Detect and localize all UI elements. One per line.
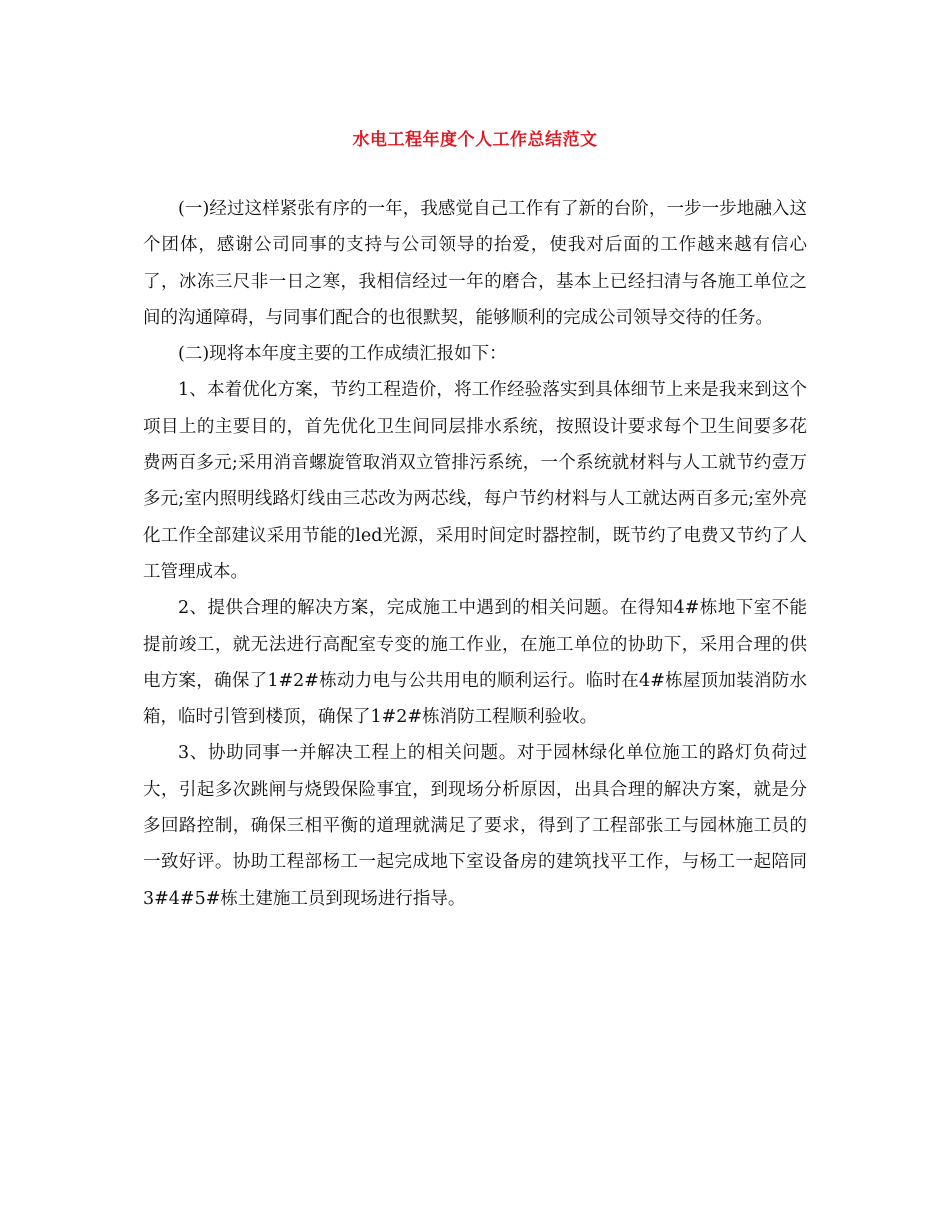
paragraph-summary-heading: (二)现将本年度主要的工作成绩汇报如下： [178, 344, 507, 365]
paragraph-item-2: 2、提供合理的解决方案，完成施工中遇到的相关问题。在得知4#栋地下室不能提前竣工，就无法进行高配室专变的施工作业，在施工单位的协助下，采用合理的供电方案，确保了1#2#栋动力电与公共用电的顺利运行。临时在4#栋屋顶加装消防水箱，临时引管到楼顶，确保了1#2#栋消防工程顺利验收。 [143, 598, 807, 728]
document-title: 水电工程年度个人工作总结范文 [352, 130, 598, 150]
paragraph-item-1: 1、本着优化方案，节约工程造价，将工作经验落实到具体细节上来是我来到这个项目上的主要目的，首先优化卫生间同层排水系统，按照设计要求每个卫生间要多花费两百多元;采用消音螺旋管取消双立管排污系统，一个系统就材料与人工就节约壹万多元;室内照明线路灯线由三芯改为两芯线，每户节约材料与人工就达两百多元;室外亮化工作全部建议采用节能的led光源，采用时间定时器控制，既节约了电费又节约了人工管理成本。 [143, 380, 807, 582]
paragraph-item-3: 3、协助同事一并解决工程上的相关问题。对于园林绿化单位施工的路灯负荷过大，引起多次跳闸与烧毁保险事宜，到现场分析原因，出具合理的解决方案，就是分多回路控制，确保三相平衡的道理就满足了要求，得到了工程部张工与园林施工员的一致好评。协助工程部杨工一起完成地下室设备房的建筑找平工作，与杨工一起陪同3#4#5#栋土建施工员到现场进行指导。 [143, 743, 807, 909]
document-body [143, 191, 807, 917]
paragraph-intro: (一)经过这样紧张有序的一年，我感觉自己工作有了新的台阶，一步一步地融入这个团体，感谢公司同事的支持与公司领导的抬爱，使我对后面的工作越来越有信心了，冰冻三尺非一日之寒，我相信经过一年的磨合，基本上已经扫清与各施工单位之间的沟通障碍，与同事们配合的也很默契，能够顺利的完成公司领导交待的任务。 [143, 199, 807, 328]
